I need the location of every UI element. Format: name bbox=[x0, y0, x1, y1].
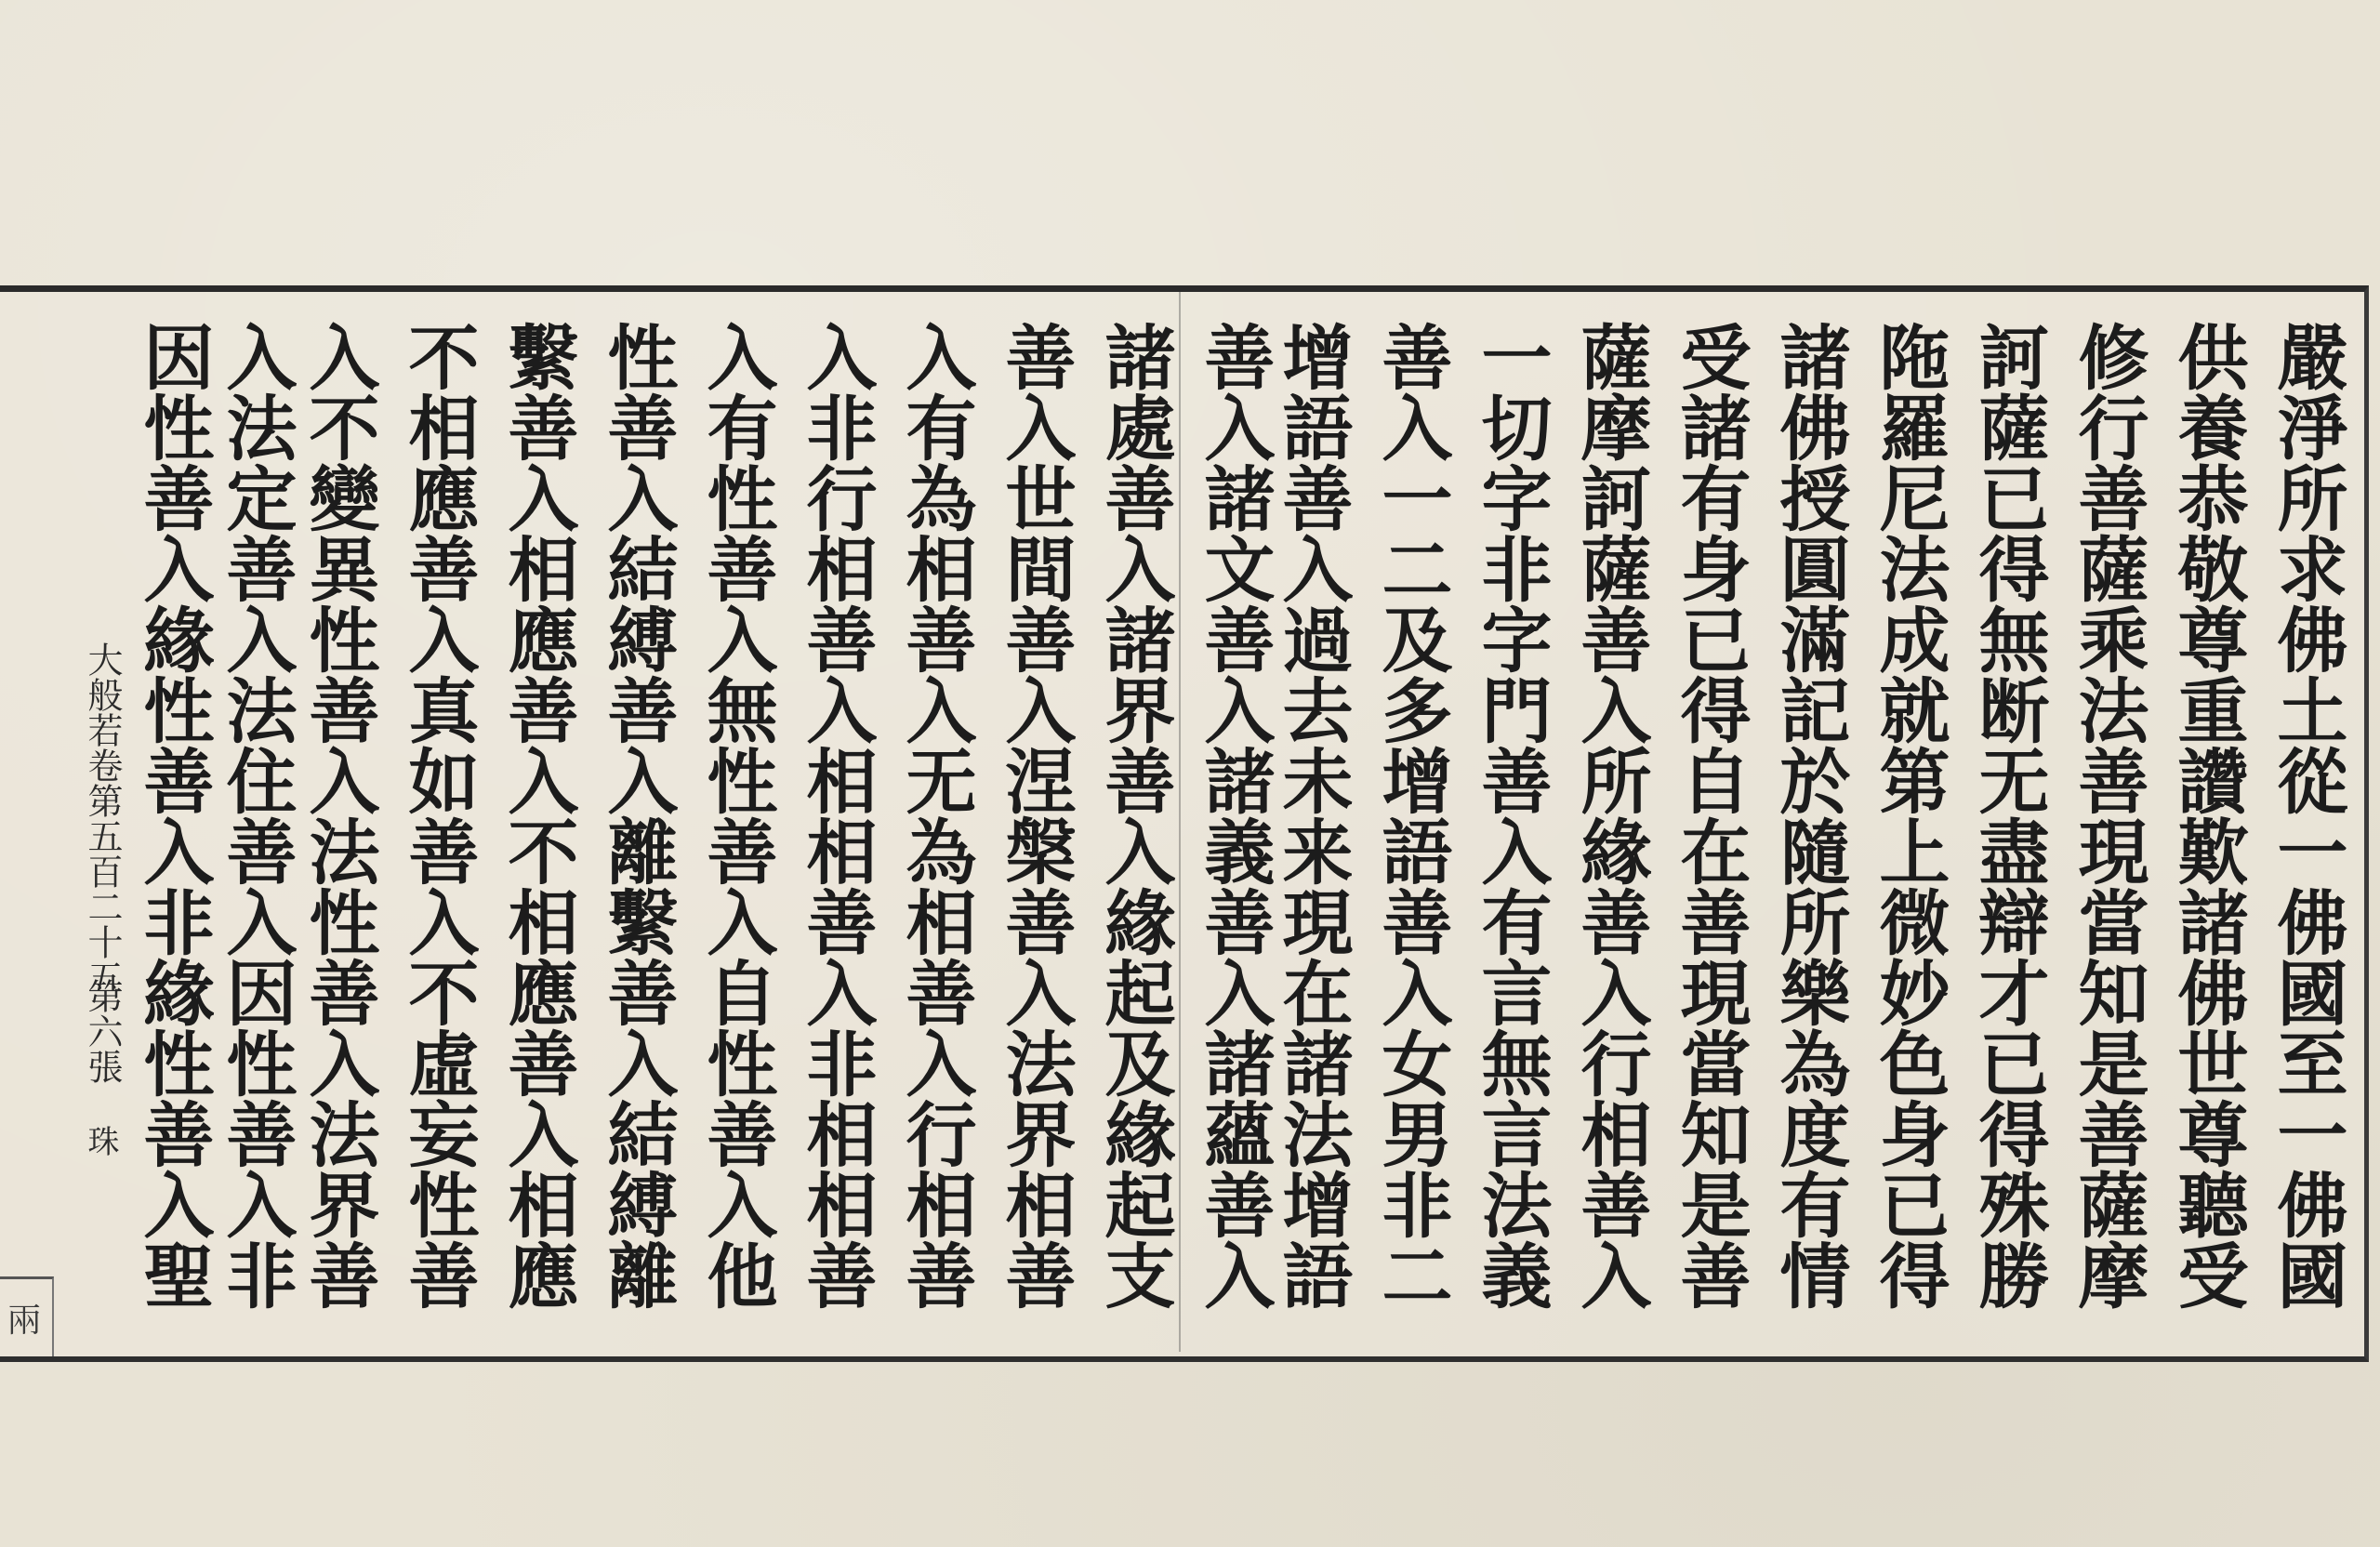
text-column-14: 善入世間善入涅槃善入法界相善 bbox=[994, 321, 1077, 1310]
text-column-16: 入非行相善入相相善入非相相善 bbox=[795, 321, 878, 1310]
text-column-9: 一切字非字門善入有言無言法義 bbox=[1470, 321, 1553, 1310]
text-column-18: 性善入結縛善入離繫善入結縛離 bbox=[596, 321, 679, 1310]
text-column-23: 因性善入緣性善入非緣性善入聖 bbox=[132, 321, 215, 1310]
text-column-5: 陁羅尼法成就第上微妙色身已得 bbox=[1868, 321, 1950, 1310]
text-column-3: 修行善薩乘法善現當知是善薩摩 bbox=[2067, 321, 2149, 1310]
text-column-19: 繫善入相應善入不相應善入相應 bbox=[496, 321, 579, 1310]
margin-left-char: 兩 bbox=[7, 1302, 42, 1340]
margin-mark: 珠 bbox=[82, 1125, 119, 1157]
text-column-7: 受諸有身已得自在善現當知是善 bbox=[1669, 321, 1752, 1310]
fold-line bbox=[1179, 292, 1181, 1352]
text-column-17: 入有性善入無性善入自性善入他 bbox=[695, 321, 778, 1310]
text-column-22: 入法定善入法住善入因性善入非 bbox=[215, 321, 298, 1310]
text-column-21: 入不變異性善入法性善入法界善 bbox=[298, 321, 380, 1310]
text-column-1: 嚴淨所求佛土從一佛國至一佛國 bbox=[2266, 321, 2348, 1310]
text-column-4: 訶薩已得無断无盡辯才已得殊勝 bbox=[1967, 321, 2050, 1310]
text-column-20: 不相應善入真如善入不虛妄性善 bbox=[397, 321, 480, 1310]
text-column-8: 薩摩訶薩善入所緣善入行相善入 bbox=[1569, 321, 1652, 1310]
margin-sheet-number: 第六張 bbox=[82, 978, 123, 1084]
margin-title: 大般若卷第五百二十五 bbox=[82, 641, 123, 995]
text-column-10: 善入一二及多增語善入女男非二 bbox=[1370, 321, 1453, 1310]
text-column-2: 供養恭敬尊重讚歎諸佛世尊聽受 bbox=[2166, 321, 2249, 1310]
text-column-13: 諸處善入諸界善入緣起及緣起支 bbox=[1093, 321, 1176, 1310]
text-column-6: 諸佛授圓滿記於隨所樂為度有情 bbox=[1768, 321, 1851, 1310]
text-column-12: 善入諸文善入諸義善入諸蘊善入 bbox=[1193, 321, 1276, 1310]
text-column-11: 增語善入過去未来現在諸法增語 bbox=[1271, 321, 1354, 1310]
left-edge-strip bbox=[0, 1276, 54, 1356]
text-column-15: 入有為相善入无為相善入行相善 bbox=[894, 321, 977, 1310]
